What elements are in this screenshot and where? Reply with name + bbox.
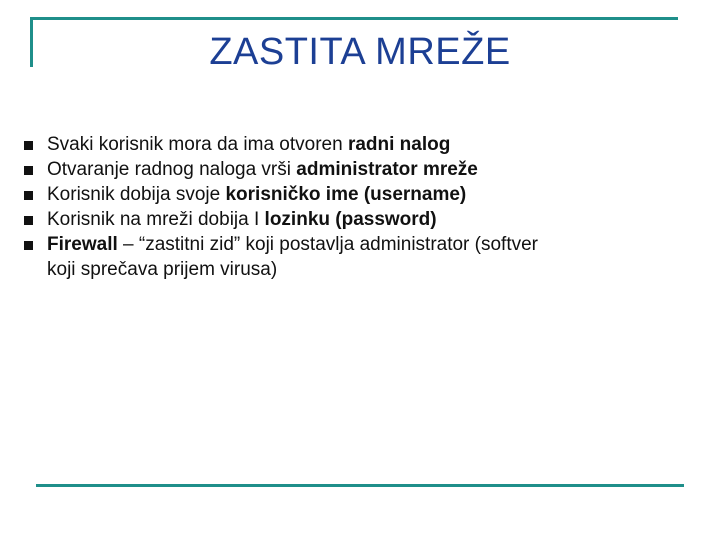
bullet-text — [47, 157, 567, 182]
top-border-line — [30, 17, 678, 20]
bullet-item — [24, 207, 567, 232]
bullet-item — [24, 232, 567, 282]
square-bullet-icon — [24, 191, 33, 200]
bullet-list — [24, 132, 567, 282]
square-bullet-icon — [24, 241, 33, 250]
bullet-text-regular: Svaki korisnik mora da ima otvoren — [47, 134, 348, 155]
square-bullet-icon — [24, 216, 33, 225]
bullet-text-bold: administrator mreže — [296, 159, 478, 180]
bullet-text-bold: Firewall — [47, 234, 118, 255]
bullet-text — [47, 207, 567, 232]
bullet-text — [47, 182, 567, 207]
bullet-text-bold: radni nalog — [347, 134, 451, 155]
square-bullet-icon — [24, 166, 33, 175]
bullet-text-bold: lozinku (password) — [264, 209, 437, 230]
bullet-item — [24, 132, 567, 157]
bullet-text-trailing: – “zastitni zid” koji postavlja administrator (softver koji sprečava prijem virusa) — [47, 234, 539, 280]
bullet-text-regular: Korisnik na mreži dobija I — [47, 209, 265, 230]
bullet-text — [47, 132, 567, 157]
bullet-text-regular: Otvaranje radnog naloga vrši — [47, 159, 297, 180]
square-bullet-icon — [24, 141, 33, 150]
bullet-text-regular: Korisnik dobija svoje — [47, 184, 226, 205]
bullet-text — [47, 232, 567, 282]
bullet-item — [24, 157, 567, 182]
bullet-item — [24, 182, 567, 207]
bullet-text-bold: korisničko ime (username) — [225, 184, 467, 205]
bottom-border-line — [36, 484, 684, 487]
slide-title: ZASTITA MREŽE — [209, 31, 511, 73]
